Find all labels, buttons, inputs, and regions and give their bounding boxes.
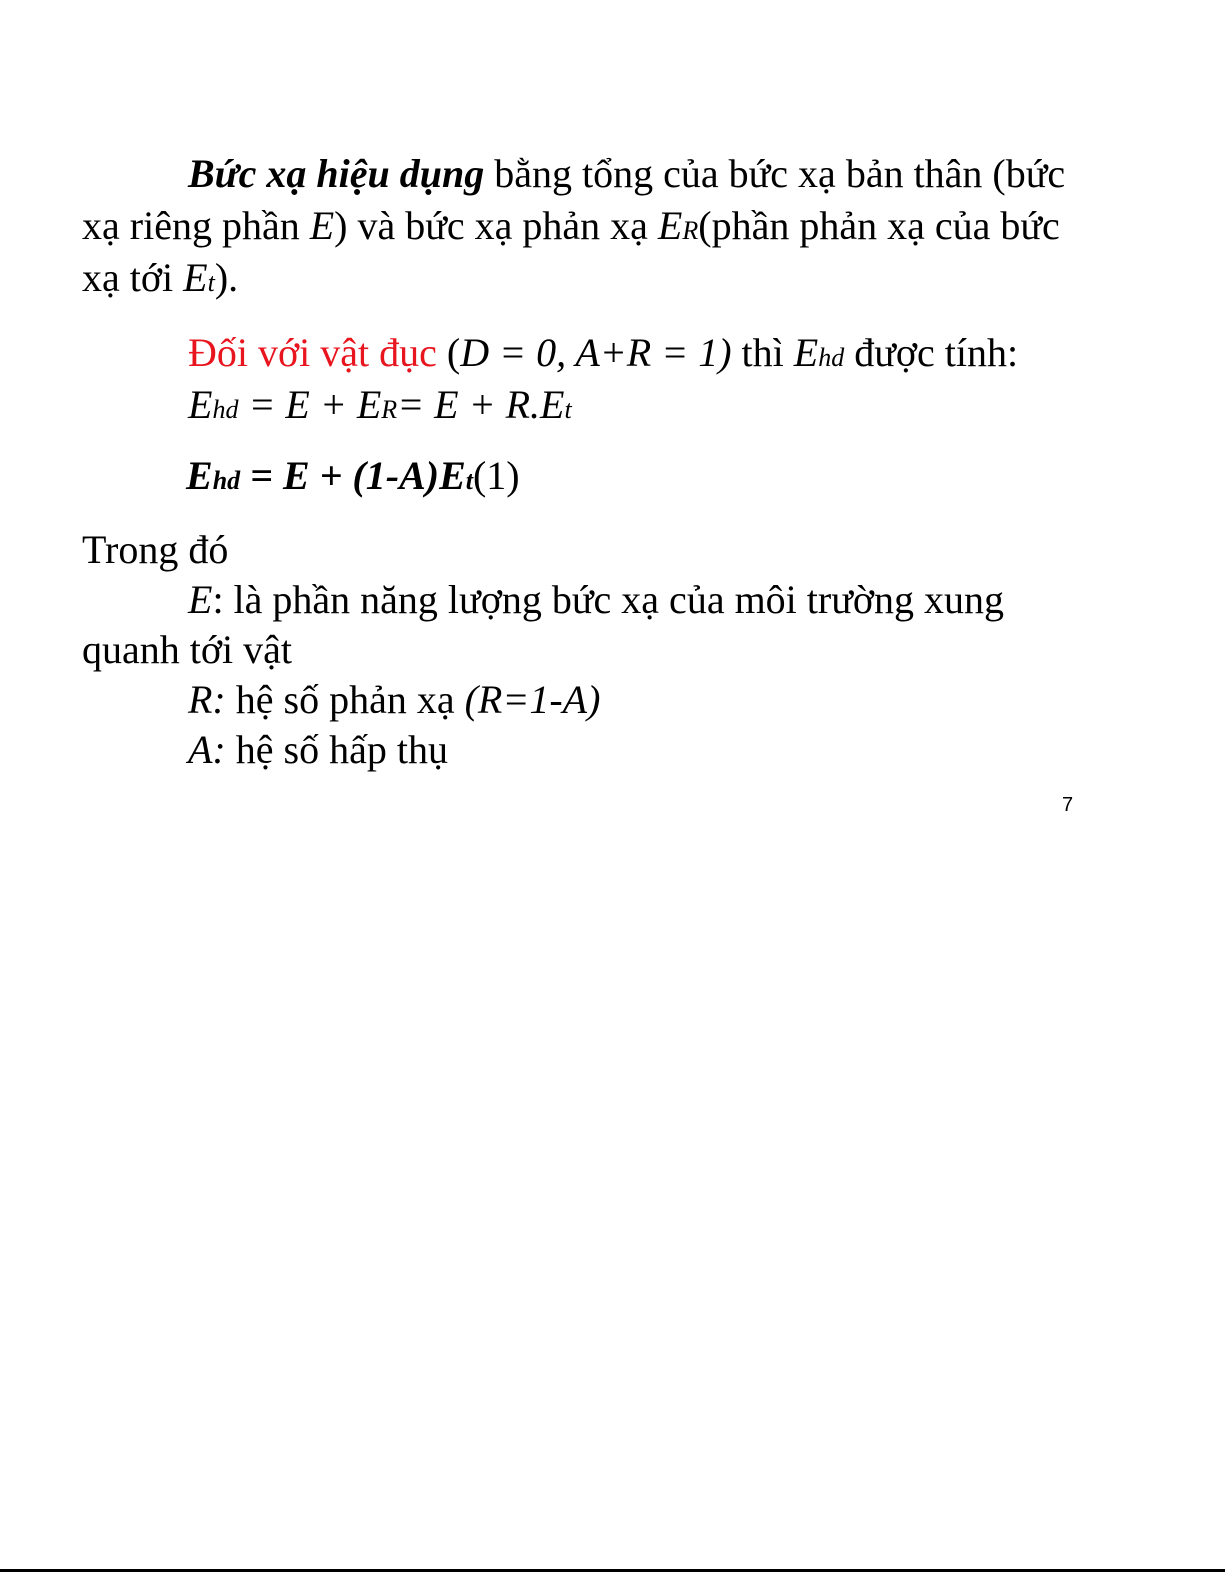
- definition-text: hệ số phản xạ: [225, 677, 465, 722]
- paragraph-text: ).: [214, 255, 239, 300]
- definition-R: [188, 676, 600, 724]
- paragraph-text: bằng tổng của bức xạ bản thân (bức: [484, 151, 1066, 196]
- definition-A: [188, 726, 448, 774]
- subscript-R: R: [381, 395, 398, 424]
- highlight-opaque-body: Đối với vật đục: [188, 330, 437, 375]
- paragraph-line-3: [82, 254, 238, 307]
- paragraph-text: thì: [731, 330, 794, 375]
- bottom-divider: [0, 1569, 1225, 1572]
- subscript-t: t: [564, 395, 572, 424]
- paragraph-text: xạ riêng phần: [82, 203, 310, 248]
- formula-R: (R=1-A): [464, 677, 601, 722]
- symbol-A: A:: [188, 727, 226, 772]
- paragraph-line-2: [82, 202, 1060, 255]
- symbol-E: E: [309, 203, 335, 248]
- equation-1: [188, 381, 572, 434]
- symbol-E: E: [657, 203, 683, 248]
- definitions-heading: Trong đó: [82, 527, 229, 572]
- equation-label: (1): [472, 453, 520, 498]
- paragraph-text: (phần phản xạ của bức: [698, 203, 1060, 248]
- subscript-R: R: [682, 216, 699, 245]
- symbol-E: E: [188, 577, 213, 622]
- symbol-E: E: [186, 453, 213, 498]
- symbol-E: E: [183, 255, 208, 300]
- definition-text: hệ số hấp thụ: [225, 727, 448, 772]
- equation-text: = E + E: [238, 382, 382, 427]
- definition-text: : là phần năng lượng bức xạ của môi trường xung: [212, 577, 1005, 622]
- subscript-t: t: [207, 268, 215, 297]
- symbol-R: R:: [188, 677, 226, 722]
- paragraph-text: xạ tới: [82, 255, 184, 300]
- subscript-hd: hd: [212, 395, 239, 424]
- page-number: 7: [1062, 794, 1074, 816]
- symbol-E: E: [188, 382, 213, 427]
- equation-2: [186, 452, 520, 505]
- equation-text: = E + R.E: [397, 382, 565, 427]
- subscript-hd: hd: [818, 343, 845, 372]
- subscript-t: t: [465, 466, 473, 495]
- condition-line: [188, 329, 1018, 382]
- condition-formula: D = 0, A+R = 1): [460, 330, 732, 375]
- term-effective-radiation: Bức xạ hiệu dụng: [188, 151, 485, 196]
- symbol-E: E: [793, 330, 819, 375]
- paragraph-text: ) và bức xạ phản xạ: [334, 203, 658, 248]
- definition-E-line-2: quanh tới vật: [82, 627, 292, 672]
- paragraph-line-1: [188, 150, 1065, 198]
- paragraph-text: (: [436, 330, 461, 375]
- subscript-hd: hd: [212, 466, 241, 495]
- definition-E-line-1: [188, 576, 1004, 624]
- paragraph-text: được tính:: [844, 330, 1019, 375]
- equation-text: = E + (1-A)E: [240, 453, 466, 498]
